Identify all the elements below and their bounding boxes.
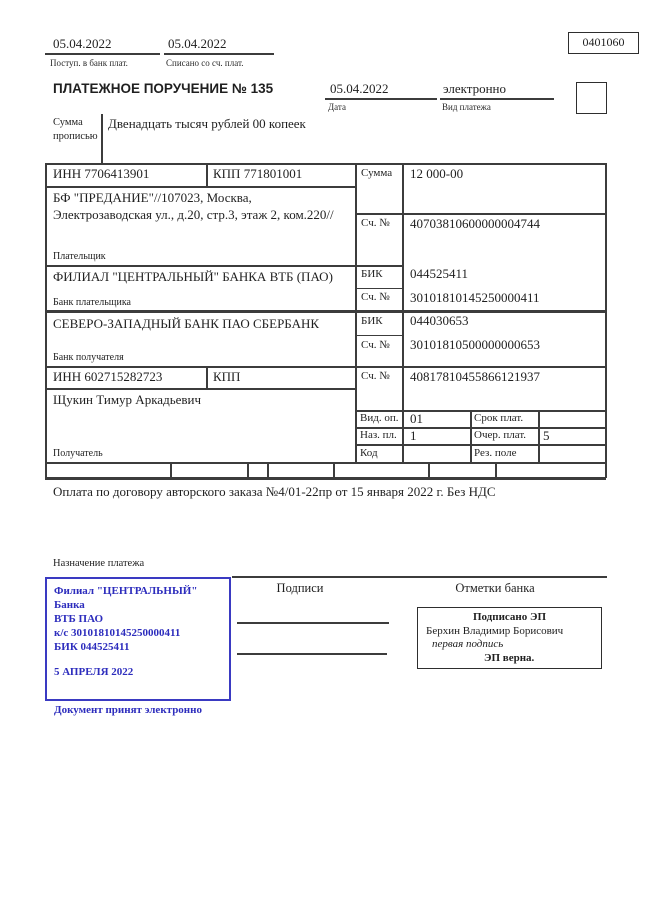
bottom-cell-divider-1 xyxy=(170,462,172,478)
stamp-bank-name-line1: Филиал "ЦЕНТРАЛЬНЫЙ" Банка xyxy=(54,585,198,611)
op-type-label: Вид. оп. xyxy=(360,412,399,424)
bank-marks-label: Отметки банка xyxy=(455,581,535,595)
beneficiary-bank-account-value: 30101810500000000653 xyxy=(410,337,540,352)
payer-bank-bik-underline xyxy=(355,288,402,289)
table-value-col-divider xyxy=(402,163,404,462)
amount-label: Сумма xyxy=(361,167,393,179)
payer-inn: ИНН 7706413901 xyxy=(53,166,150,181)
received-date-underline xyxy=(45,53,160,55)
form-code-box: 0401060 xyxy=(568,32,639,54)
payer-bank-label: Банк плательщика xyxy=(53,297,131,308)
op-table-col-divider-1 xyxy=(470,410,472,462)
date-label: Дата xyxy=(328,102,346,112)
payment-kind-label: Вид платежа xyxy=(442,102,491,112)
beneficiary-account-label: Сч. № xyxy=(361,370,390,382)
beneficiary-account-value: 40817810455866121937 xyxy=(410,369,540,384)
debited-date-underline xyxy=(164,53,274,55)
amount-value: 12 000-00 xyxy=(410,166,464,181)
priority-square-box xyxy=(576,82,607,114)
bottom-cells-top-border xyxy=(45,462,606,464)
bottom-cell-divider-2 xyxy=(247,462,249,478)
op-priority-value: 5 xyxy=(543,428,550,443)
op-code-label: Код xyxy=(360,447,378,459)
op-purpose-code-label: Наз. пл. xyxy=(360,429,397,441)
received-in-bank-date: 05.04.2022 xyxy=(53,36,112,51)
stamp-bik: БИК 044525411 xyxy=(54,641,130,653)
stamp-date: 5 АПРЕЛЯ 2022 xyxy=(54,666,134,678)
payer-bank-name: ФИЛИАЛ "ЦЕНТРАЛЬНЫЙ" БАНКА ВТБ (ПАО) xyxy=(53,269,333,284)
beneficiary-bank-row-underline xyxy=(45,366,606,368)
amount-words-divider xyxy=(101,114,103,163)
op-term-label: Срок плат. xyxy=(474,412,524,424)
beneficiary-bank-bik-label: БИК xyxy=(361,315,383,327)
stamp-corr-account: к/с 30101810145250000411 xyxy=(54,627,181,639)
beneficiary-kpp: КПП xyxy=(213,369,241,384)
amount-words-value: Двенадцать тысяч рублей 00 копеек xyxy=(108,116,306,131)
document-title: ПЛАТЕЖНОЕ ПОРУЧЕНИЕ № 135 xyxy=(53,81,274,96)
payment-kind-value: электронно xyxy=(443,81,507,96)
payer-inn-kpp-divider xyxy=(206,163,208,186)
payer-bank-bik-label: БИК xyxy=(361,268,383,280)
bottom-cell-divider-5 xyxy=(428,462,430,478)
bottom-cell-divider-3 xyxy=(267,462,269,478)
beneficiary-bank-label: Банк получателя xyxy=(53,352,124,363)
op-table-col-divider-2 xyxy=(538,410,540,462)
ep-valid-label: ЭП верна. xyxy=(484,651,535,664)
table-left-border xyxy=(45,163,47,478)
payer-inn-row-underline xyxy=(45,186,355,188)
stamp-accepted-note: Документ принят электронно xyxy=(54,704,202,716)
beneficiary-inn: ИНН 602715282723 xyxy=(53,369,163,384)
bottom-cell-divider-4 xyxy=(333,462,335,478)
op-purpose-code-value: 1 xyxy=(410,428,417,443)
payer-row-underline xyxy=(45,265,402,267)
op-priority-label: Очер. плат. xyxy=(474,429,527,441)
payment-purpose-text: Оплата по договору авторского заказа №4/01-22пр от 15 января 2022 г. Без НДС xyxy=(53,484,496,499)
op-type-value: 01 xyxy=(410,411,423,426)
payment-purpose-label: Назначение платежа xyxy=(53,558,145,569)
beneficiary-inn-kpp-divider xyxy=(206,366,208,388)
payer-account-value: 40703810600000004744 xyxy=(410,216,540,231)
table-bottom-border xyxy=(45,477,606,480)
signature-line-2 xyxy=(237,653,387,655)
signatures-label: Подписи xyxy=(276,581,324,595)
payer-bank-bik-value: 044525411 xyxy=(410,266,469,281)
stamp-bank-name-line2: ВТБ ПАО xyxy=(54,613,104,625)
beneficiary-bank-name: СЕВЕРО-ЗАПАДНЫЙ БАНК ПАО СБЕРБАНК xyxy=(53,316,320,331)
payer-bank-account-label: Сч. № xyxy=(361,291,390,303)
beneficiary-inn-row-underline xyxy=(45,388,355,390)
payer-bank-row-underline xyxy=(45,310,606,313)
payer-kpp: КПП 771801001 xyxy=(213,166,303,181)
op-reserve-label: Рез. поле xyxy=(474,447,517,459)
table-top-border xyxy=(45,163,606,165)
footer-top-line xyxy=(232,576,607,578)
payer-account-label: Сч. № xyxy=(361,217,390,229)
payment-kind-underline xyxy=(440,98,554,100)
payer-name: БФ "ПРЕДАНИЕ"//107023, Москва, Электрозаводская ул., д.20, стр.3, этаж 2, ком.220// xyxy=(53,190,334,222)
received-in-bank-label: Поступ. в банк плат. xyxy=(50,58,128,68)
amount-row-underline xyxy=(355,213,606,215)
date-underline xyxy=(325,98,437,100)
op-table-line-3 xyxy=(355,444,606,446)
beneficiary-bank-account-label: Сч. № xyxy=(361,339,390,351)
beneficiary-name: Щукин Тимур Аркадьевич xyxy=(53,392,202,407)
bank-stamp xyxy=(45,577,231,716)
beneficiary-bank-bik-underline xyxy=(355,335,402,336)
electronic-signature-box xyxy=(417,607,602,669)
ep-first-signature-label: первая подпись xyxy=(432,638,504,650)
debited-date: 05.04.2022 xyxy=(168,36,227,51)
ep-signed-label: Подписано ЭП xyxy=(472,611,547,623)
payer-bank-account-value: 30101810145250000411 xyxy=(410,290,540,305)
bottom-cell-divider-6 xyxy=(495,462,497,478)
payer-label: Плательщик xyxy=(53,251,106,262)
signature-line-1 xyxy=(237,622,389,624)
debited-label: Списано со сч. плат. xyxy=(166,58,244,68)
beneficiary-bank-bik-value: 044030653 xyxy=(410,313,469,328)
document-date: 05.04.2022 xyxy=(330,81,389,96)
beneficiary-label: Получатель xyxy=(53,448,103,459)
ep-signer-name: Берхин Владимир Борисович xyxy=(426,624,564,637)
amount-words-label: Сумма прописью xyxy=(53,117,98,142)
table-right-border xyxy=(605,163,607,478)
table-label-col-divider xyxy=(355,163,357,462)
